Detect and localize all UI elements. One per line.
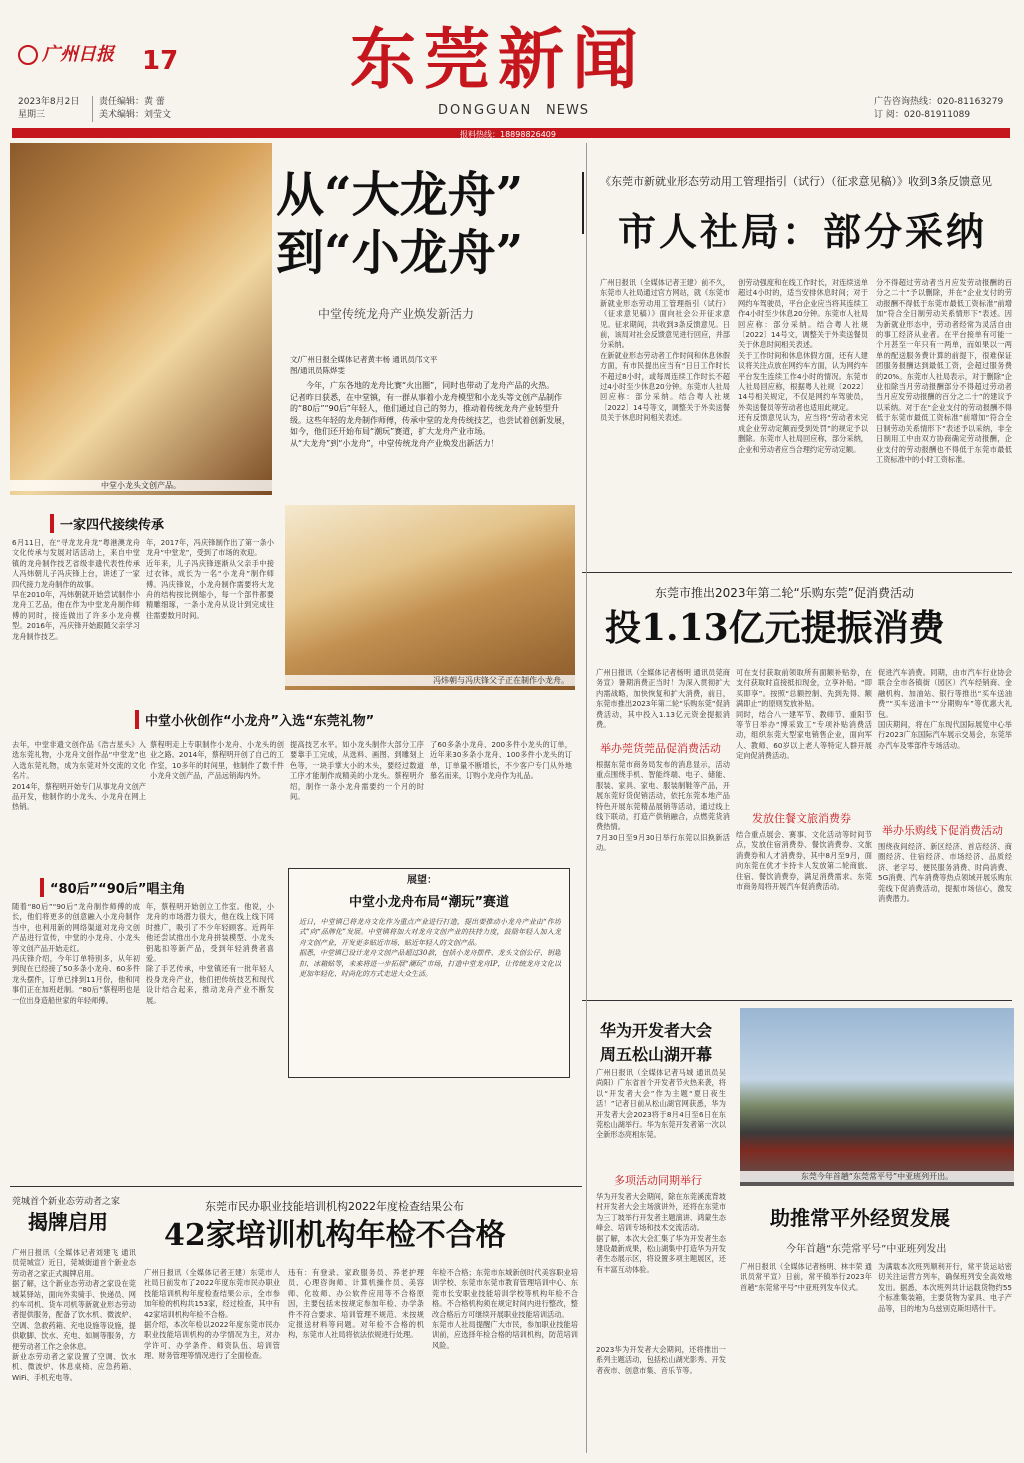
subsection-heading: 举办莞货莞品促消费活动 — [600, 742, 721, 755]
news-hotline: 报料热线：18898826409 — [460, 130, 556, 139]
article4-headline-line2: 周五松山湖开幕 — [600, 1045, 713, 1064]
subsection-heading: 发放住餐文旅消费券 — [752, 812, 851, 825]
divider — [582, 572, 1012, 573]
body-column: 结合重点展会、赛事、文化活动等时间节点，发放住宿消费券、餐饮消费券、文旅消费券和人才消费券，其中8月至9月，面向东莞在优才卡持卡人发放第二轮商旅、住宿、餐饮消费券，满足消费需求。东莞市商务局将开展汽车促消费活动。 — [736, 830, 872, 892]
divider — [10, 1186, 582, 1187]
article2-headline: 市人社局：部分采纳 — [618, 209, 988, 254]
body-column: 根据东莞市商务局发布的消息显示，活动重点围绕手机、智能终端、电子、储能、服装、家具、家电、服装制鞋等产品，开展东莞好货促销活动，依托东莞本地产品特色开展东莞精品展销等活动，通过线上线下联动，打造产供销融合，点燃莞货消费热情。 7月30日至9月30日举行东莞以旧换新活动。 — [596, 760, 730, 853]
body-column: 违有：有登录、家政服务员、养老护理员、心理咨询师、计算机操作员、美容师、化妆师、办公软件应用等不合格原因，主要包括未按规定参加年检、办学条件不符合要求、培训管理不规范、未按规定报送材料等问题。对年检不合格的机构，东莞市人社局将依法依规进行处理。 — [288, 1268, 424, 1340]
body-column: 广州日报讯（全媒体记者王建）东莞市人社局日前发布了2022年度东莞市民办职业技能培训机构年度检查结果公示，全市参加年检的机构共153家，经过检查，其中有42家培训机构年检不合格。 据介绍，本次年检以2022年度东莞市民办职业技能培训机构的办学情况为主，对办学许可、办学条件、师资队伍、培训管理、财务管理等情况进行了全面检查。 — [144, 1268, 280, 1361]
newspaper-logo: 广州日报 — [18, 40, 114, 66]
headline-subtitle: 中堂传统龙舟产业焕发新活力 — [318, 307, 475, 321]
body-column: 提高技艺水平。如小龙头制作大部分工序要靠手工完成，从选料、画图、到雕刻上色等，一块手掌大小的木头，要经过数道工序才能制作成精美的小龙头。蔡程明介绍，制作一条小龙舟需要约一个月的时间。 — [290, 740, 424, 802]
section-subtitle-en: NEWS — [546, 103, 590, 118]
body-column: 6月11日，在“寻龙龙舟龙”粤港澳龙舟文化传承与发展对话活动上，来自中堂镇的龙舟制作技艺省级非遗代表性传承人冯炜朝儿子冯庆锋上台，讲述了一家四代接力龙舟制作的故事。 早在2010年，冯炜朝就开始尝试制作小龙舟工艺品，他在作为中堂龙舟制作师傅的同时，接连做出了许多小龙舟模型。2016年，冯庆锋开始跟随父亲学习龙舟制作技艺。 — [12, 538, 140, 641]
dragon-head-photo: 中堂小龙头文创产品。 — [10, 143, 272, 495]
body-column: 广州日报讯（全媒体记者刘建飞 通讯员莞城宣）近日，莞城街道首个新业态劳动者之家正式揭牌启用。 据了解，这个新业态劳动者之家设在莞城某驿站，面向外卖骑手、快递员、网约车司机、货车司机等新就业形态劳动者提供服务，配备了饮水机、微波炉、空调、急救药箱、充电设施等设施，提供歇脚、饮水、充电、如厕等服务，方便劳动者工作之余休息。 新业态劳动者之家设置了空调、饮水机、微波炉、休息桌椅、应急药箱、WiFi、手机充电等。 — [12, 1248, 136, 1382]
page-column-rule — [586, 143, 587, 1453]
body-column: 2023华为开发者大会期间，还将推出一系列主题活动，包括松山湖光影秀、开发者夜市、创意市集、音乐节等。 — [596, 1345, 726, 1375]
outlook-box — [288, 868, 570, 1078]
body-column: 年，蔡程明开始创立工作室。他说，小龙舟的市场潜力很大，他在线上线下同时推广，吸引了不少年轻顾客。近两年他还尝试推出小龙舟拼装模型、小龙头钥匙扣等新产品，受到年轻消费者喜爱。 除了手艺传承，中堂镇还有一批年轻人投身龙舟产业，他们把传统技艺和现代设计结合起来，推动龙舟产业不断发展。 — [146, 902, 274, 1005]
box-label: 展望： — [407, 875, 437, 886]
article6-headline: 揭牌启用 — [28, 1210, 108, 1234]
divider — [582, 1000, 1012, 1001]
train-photo: 东莞今年首趟“东莞常平号”中亚班列开出。 — [740, 1008, 1014, 1186]
body-column: 去年，中堂非遗文创作品《浩吉星头》入选东莞礼物，小龙舟文创作品“中堂龙”也入选东莞礼物，成为东莞对外交流的文化名片。 2014年，蔡程明开始专门从事龙舟文创产品开发，他制作的小龙头、小龙舟在网上热销。 — [12, 740, 146, 812]
article4-headline-line1: 华为开发者大会 — [600, 1021, 713, 1040]
contact-block: 广告咨询热线：020-81163279 订 阅：020-81911089 — [874, 97, 1004, 120]
section-title: 东莞新闻 — [350, 20, 646, 98]
article7-kicker: 东莞市民办职业技能培训机构2022年度检查结果公布 — [205, 1200, 464, 1213]
article5-subtitle: 今年首趟“东莞常平号”中亚班列发出 — [786, 1244, 947, 1255]
body-column: 年检不合格；东莞市东城新创时代美容职业培训学校、东莞市东莞市教育管理培训中心、东莞市长安职业技能培训学校等机构年检不合格。不合格机构须在规定时间内进行整改，整改合格后方可继续开展职业技能培训活动。 东莞市人社局提醒广大市民，参加职业技能培训前，应选择年检合格的培训机构，防范培训风险。 — [432, 1268, 578, 1350]
article3-headline: 投1.13亿元提振消费 — [605, 607, 945, 649]
body-column: 随着“80后”“90后”龙舟制作师傅的成长，他们将更多的创意融入小龙舟制作当中，也利用新的网络渠道对龙舟文创产品进行宣传，中堂的小龙舟、小龙头等文创产品开始走红。 冯庆锋介绍，今年订单特别多，从年初到现在已经接了50多条小龙舟、60多件龙头摆件，订单已排到11月份，他和同事们正在加班赶制。“80后”蔡程明也是一位出身造船世家的年轻师傅。 — [12, 902, 140, 1005]
column-rule — [582, 172, 584, 234]
body-column: 蔡程明走上专职制作小龙舟、小龙头的创业之路。2014年，蔡程明开创了自己的工作室，10多年的时间里，他制作了数千件小龙舟文创产品，产品远销海内外。 — [150, 740, 284, 781]
headline-line1: 从“大龙舟” — [276, 167, 524, 223]
body-column: 创劳动强度和在线工作时长，对连续送单超过4小时的，适当安排休息时间；对于网约车驾驶员，平台企业应当将其连续工作4小时至少休息20分钟。东莞市人社局回应称：部分采纳。结合粤人社规〔2022〕14号文，调整关于外卖送餐员关于休息时间相关表述。 关于工作时间和休息休假方面，还有人建议将关注点放在网约车方面，认为网约车平台发生连续工作4小时的情况。东莞市人社局回应称，根据粤人社规〔2022〕14号相关规定，不仅是网约车驾驶员，外卖送餐员等劳动者也适用此规定。 还有反馈意见认为，应当将“劳动者未完成企业劳动定额而受到处罚”的规定予以删除。东莞市人社局回应称，部分采纳，企业和劳动者应当合理约定劳动定额。 — [738, 278, 868, 454]
body-column: 年，2017年，冯庆锋制作出了第一条小龙舟“中堂龙”，受到了市场的欢迎。 近年来，儿子冯庆锋逐渐从父亲手中接过衣钵，成长为一名“小龙舟”制作师傅。冯庆锋说，小龙舟制作需要将大龙舟的结构按比例缩小，每一个部件都要精雕细琢，一条小龙舟从设计到完成往往需要数月时间。 — [146, 538, 274, 620]
body-column: 分不得超过劳动者当月应发劳动报酬的百分之二十”予以删除，并在“企业支付的劳动报酬不得低于东莞市最低工资标准”前增加“符合全日制劳动关系情形下”表述。因为新就业形态中，劳动者经常为灵活自由的事工经济从业者。在平台接单有可能一个月甚至一年只有一两单，而如果以一两单的配送服务费计算的前提下，很难保证团服务报酬达到最低工资，会超过服务费的20%。东莞市人社局表示，对于删除“企业扣除当月劳动报酬部分不得超过劳动者当月应发劳动报酬的百分之二十”的建议予以采纳。对于在“企业支付的劳动报酬不得低于东莞市最低工资标准”前增加“符合全日制劳动关系情形下”表述予以采纳，非全日制用工中由双方协商确定劳动报酬，企业支付的劳动报酬也不得低于东莞市最低工资标准中的小时工资标准。 — [876, 278, 1012, 464]
body-column: 了60多条小龙舟、200多件小龙头的订单，近年来30多条小龙舟、100多件小龙头的订单，订单量不断增长，不少客户专门从外地慕名而来，订购小龙舟作为礼品。 — [430, 740, 572, 781]
section-heading-four-generations: 一家四代接续传承 — [50, 514, 164, 533]
body-column: 为满载本次班列顺利开行，常平货运站密切关注运营方列车，确保班列安全高效地发出。据悉，本次班列共计运载货物约55个标准集装箱，主要货物为家具、电子产品等，目的地为乌兹别克斯坦塔什干。 — [878, 1262, 1012, 1313]
body-column: 围绕夜间经济、新区经济、首店经济、商圈经济、住宿经济、市场经济、品质经济、老字号、便民服务消费、时尚消费、5G消费、汽车消费等热点领域开展乐购东莞线下促消费活动，提振市场信心，激发消费潜力。 — [878, 842, 1012, 904]
date-block: 2023年8月2日 星期三 — [18, 97, 80, 120]
body-column: 可在支付获取前领取所有面额补贴券，在支付获取时直接抵扣现金，立享补贴。“即买即享”。按照“总额控制、先到先得、额满即止”的原则发放补贴。 同时，结合八一建军节、教师节、重阳节等节日举办“博采致工”专项补贴消费活动，组织东莞大型家电销售企业，面向军人、教师、60岁以上老人等特定人群开展定向促消费活动。 — [736, 668, 872, 761]
section-heading-gift: 中堂小伙创作“小龙舟”入选“东莞礼物” — [135, 710, 374, 729]
subsection-heading: 举办乐购线下促消费活动 — [882, 824, 1003, 837]
box-body: 近日，中堂镇已将龙舟文化作为重点产业进行打造，提出要推动小龙舟产业由“作坊式”向“品牌化”发展。中堂镇将加大对龙舟文创产业的扶持力度，鼓励年轻人加入龙舟文创产业，开发更多贴近市场、贴近年轻人的文创产品。 据悉，中堂镇已设计龙舟文创产品超过30款，包括小龙舟摆件、龙头文创公仔、钥匙扣、冰箱贴等，未来将进一步拓展“潮玩”市场，打造中堂龙舟IP，让传统龙舟文化以更加年轻化、时尚化的方式走进大众生活。 — [299, 918, 561, 979]
article-lead: 今年，广东各地的龙舟比赛“火出圈”，同时也带动了龙舟产品的火热。 记者昨日获悉，在中堂镇，有一群从事着小龙舟模型和小龙头等文创产品制作的“80后”“90后”年轻人，他们通过自己的努力，推动着传统龙舟产业转型升级。这些年轻的龙舟制作师傅，传承中堂的龙舟传统技艺，也尝试着创新发展，如今，他们还开始布局“潮玩”赛道，扩大龙舟产业市场。 从“大龙舟”到“小龙舟”，中堂传统龙舟产业焕发出新活力！ — [290, 381, 570, 448]
byline: 文/广州日报全媒体记者黄丰杨 通讯员邝文平 图/通讯员陈烨雯 — [290, 355, 438, 375]
craftsmen-photo: 冯炜朝与冯庆锋父子正在制作小龙舟。 — [285, 505, 575, 690]
article6-kicker: 莞城首个新业态劳动者之家 — [12, 1197, 121, 1207]
article5-headline: 助推常平外经贸发展 — [770, 1206, 950, 1230]
box-title: 中堂小龙舟布局“潮玩”赛道 — [348, 895, 510, 910]
section-heading-post80s: “80后”“90后”唱主角 — [40, 878, 185, 897]
body-column: 华为开发者大会期间，除在东莞溪流背坡村开发者大会主场演讲外，还将在东莞市为三丁坡举行开发者主题演讲、鸿蒙生态峰会、培训专场和技术交流活动。 据了解，本次大会汇集了华为开发者生态建设最新成果，松山湖集中打造华为开发者生态展示区，将设置多项主题展区，还有丰富互动体验。 — [596, 1192, 726, 1274]
body-column: 广州日报讯（全媒体记者杨明 通讯员莞商务宣）暑期消费正当时！为深入贯彻扩大内需战略，加快恢复和扩大消费，前日，东莞市推出2023年第二轮“乐购东莞”促消费活动，其中投入1.13亿元资金提振消费。 — [596, 668, 730, 730]
editor-credits: 责任编辑：黄 蕾 美术编辑：刘莹文 — [92, 96, 171, 122]
article2-kicker: 《东莞市新就业形态劳动用工管理指引（试行）（征求意见稿）》收到3条反馈意见 — [600, 175, 992, 188]
body-column: 广州日报讯（全媒体记者王建）前不久，东莞市人社局通过官方网站，就《东莞市新就业形态劳动用工管理指引（试行）（征求意见稿）》面向社会公开征求意见。征求期间，共收到3条反馈意见。日前，该局对社会反馈意见进行回应，并部分采纳。 在新就业形态劳动者工作时间和休息休假方面，有市民提出应当有“日日工作时长不超过8小时，或每周连续工作时长不超过4小时至少休息20分钟。东莞市人社局回应称：部分采纳。结合粤人社规〔2022〕14号等文，调整关于外卖送餐员关于休息时间相关表述。 — [600, 278, 730, 423]
section-subtitle-cn: DONGGUAN — [438, 103, 533, 118]
article3-kicker: 东莞市推出2023年第二轮“乐购东莞”促消费活动 — [655, 586, 914, 600]
body-column: 广州日报讯（全媒体记者杨明、林丰荣 通讯员常平宣）日前，常平镇举行2023年首趟“东莞常平号”中亚班列发车仪式。 — [740, 1262, 872, 1292]
page-number: 17 — [142, 46, 179, 76]
body-column: 广州日报讯（全媒体记者马城 通讯员吴尚阳）广东省首个开发者节火热来袭，将以“开发者大会”作为主题“夏日夜生活！”记者日前从松山湖官网获悉，华为开发者大会2023将于8月4日至6日在东莞松山湖举行。华为东莞开发者第一次以全新形态亮相东莞。 — [596, 1068, 726, 1140]
body-column: 促进汽车消费。同期，由市汽车行业协会联合全市各镇街（园区）汽车经销商、金融机构、加油站、银行等推出“买车送油费”“买车送油卡”“分期购车”等优惠大礼包。 国庆期间，将在广东现代国际展览中心举行2023广东国际汽车展示交易会，东莞举办汽车及零部件专场活动。 — [878, 668, 1012, 750]
article7-headline: 42家培训机构年检不合格 — [164, 1218, 506, 1253]
headline-line2: 到“小龙舟” — [276, 225, 524, 281]
subsection-heading: 多项活动同期举行 — [614, 1174, 702, 1187]
logo-mark-icon — [18, 45, 38, 65]
